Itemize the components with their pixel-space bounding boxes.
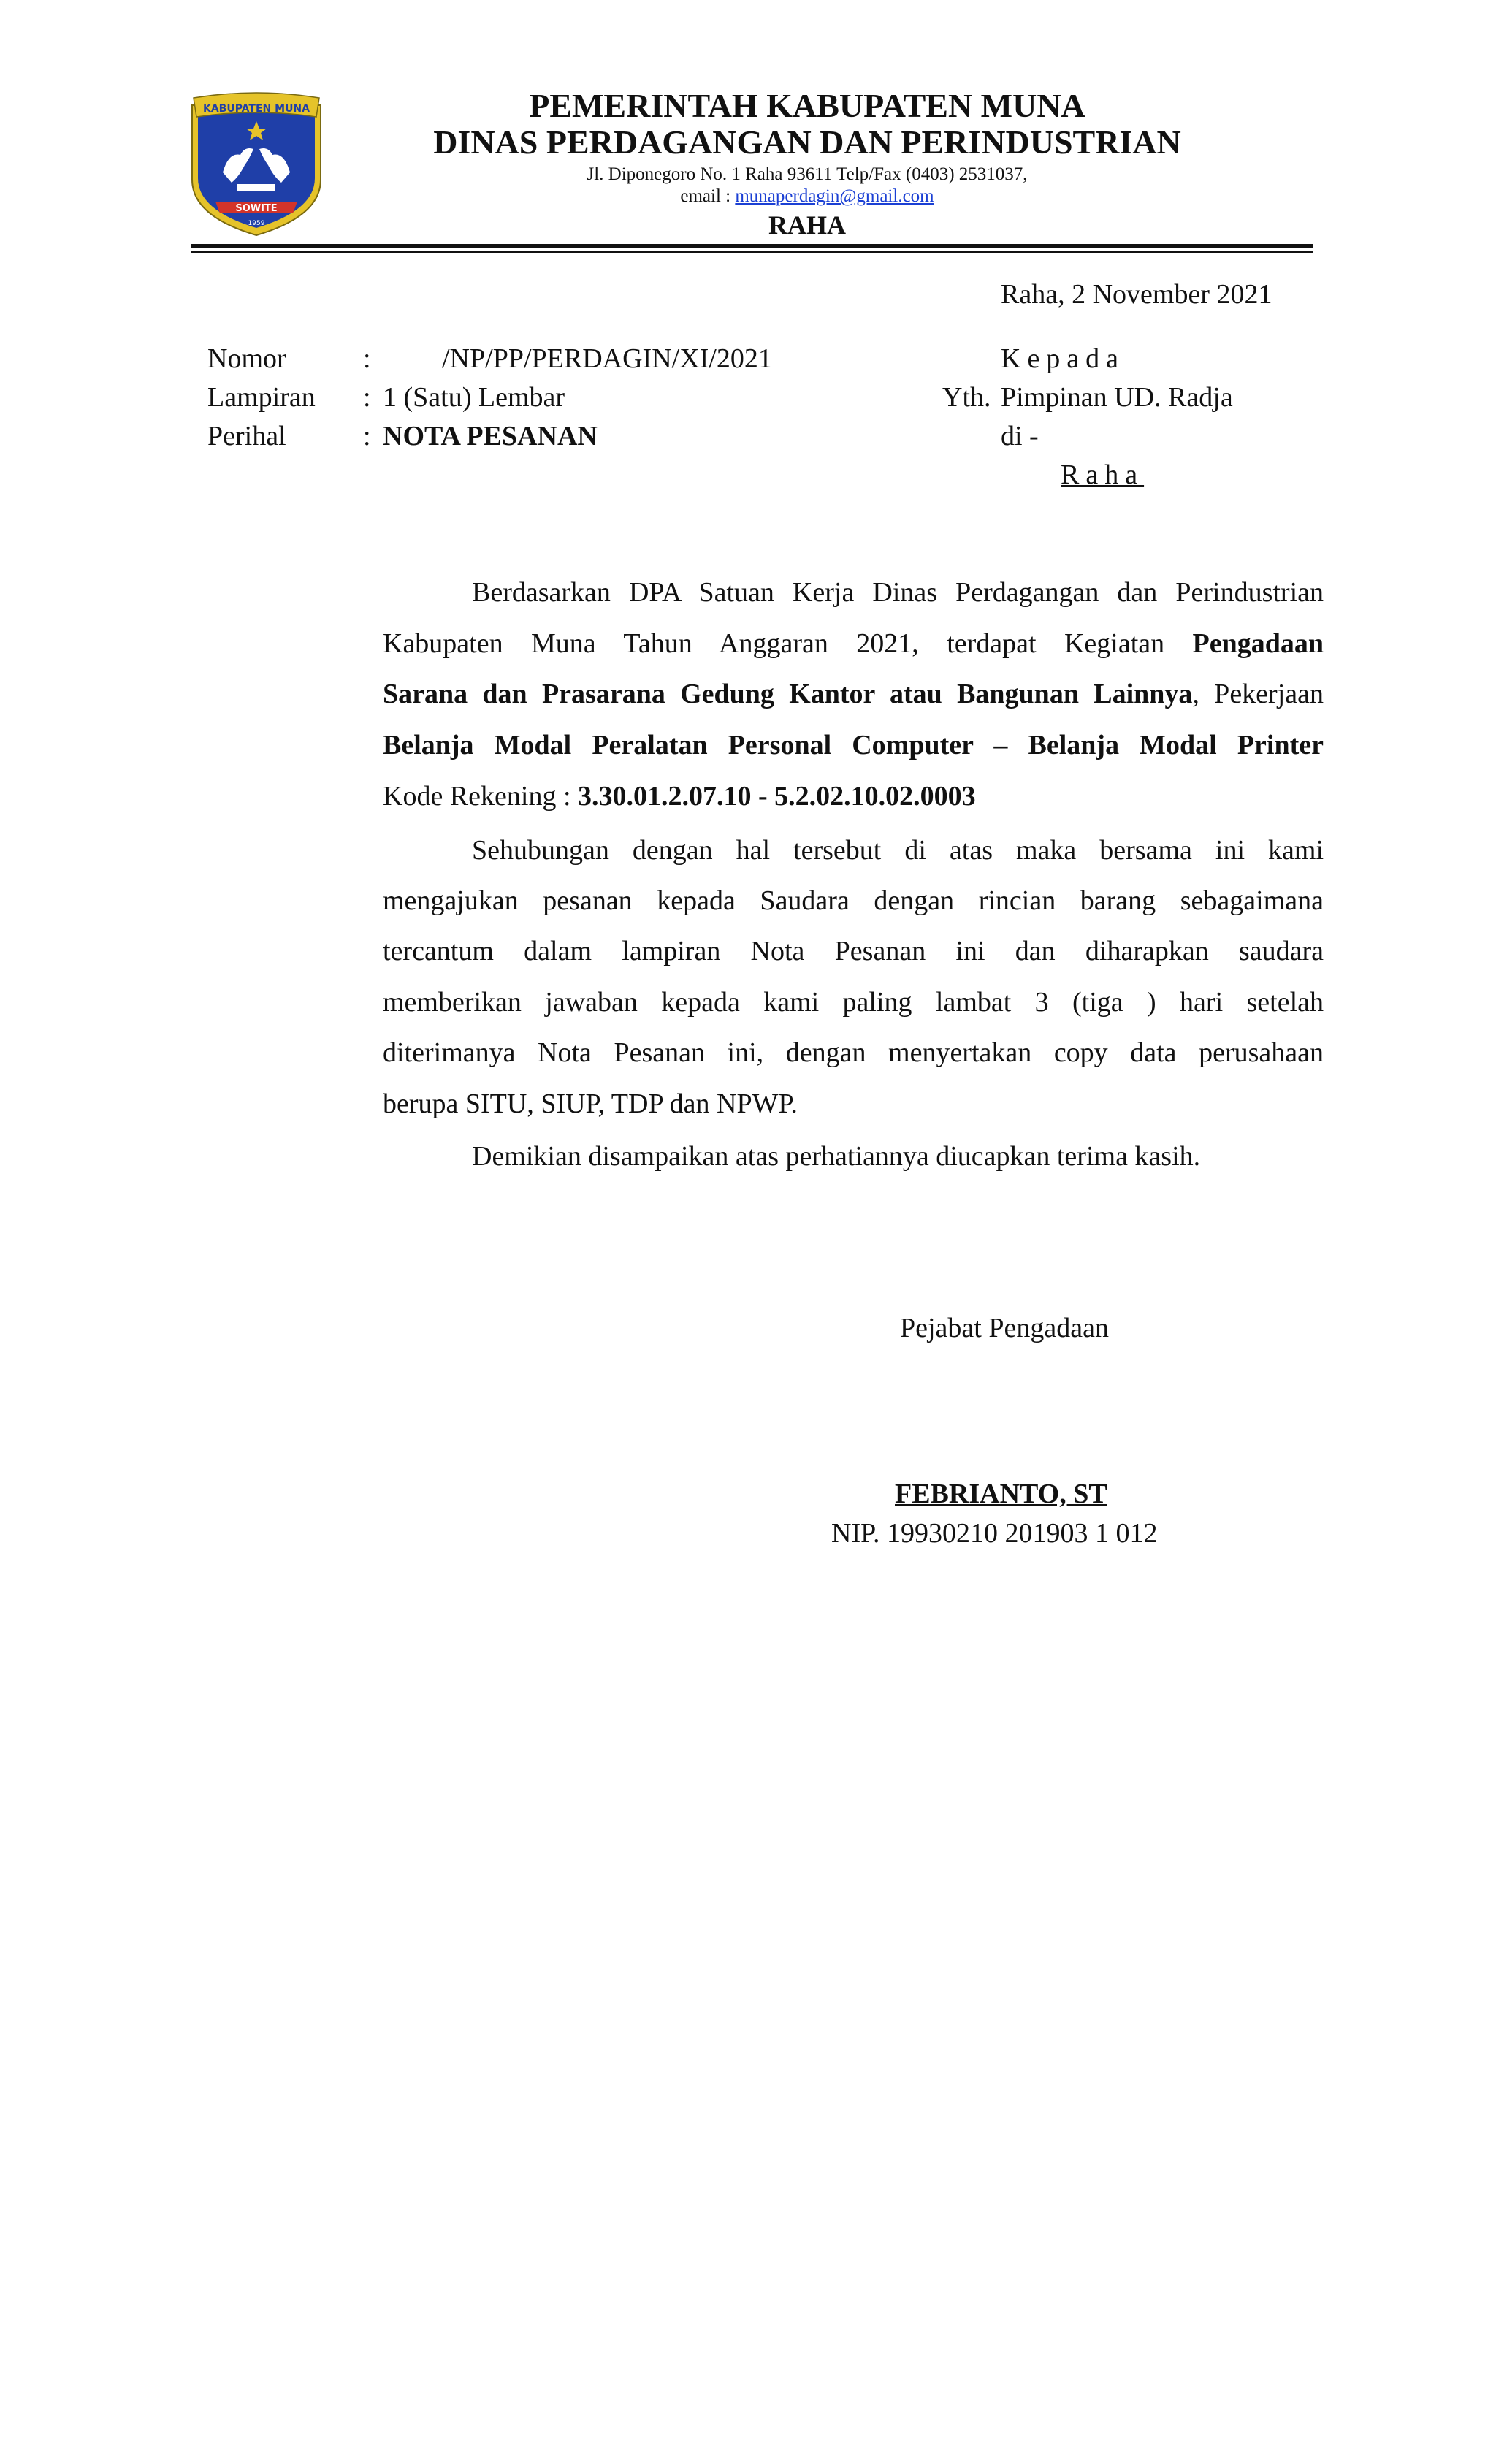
body-p1-line2 [383,630,1324,657]
lampiran-value: 1 (Satu) Lembar [383,382,565,413]
perihal-colon: : [363,421,371,451]
kode-rekening-value: 3.30.01.2.07.10 - 5.2.02.10.02.0003 [578,781,976,812]
perihal-label: Perihal [207,421,286,451]
recipient-kepada: Kepada [1001,343,1126,374]
nomor-colon: : [363,343,371,374]
recipient-di: di - [1001,421,1039,451]
body-p3-closing: Demikian disampaikan atas perhatiannya diucapkan terima kasih. [472,1141,1201,1172]
recipient-name: Pimpinan UD. Radja [1001,382,1233,413]
body-p1-line3-bold: Sarana dan Prasarana Gedung Kantor atau Bangunan Lainnya [383,679,1193,709]
email-link[interactable]: munaperdagin@gmail.com [735,186,934,206]
logo-year-text: 1959 [248,220,265,227]
regency-coat-of-arms-icon [186,92,327,238]
letterhead-divider-thick [191,244,1313,248]
signature-name: FEBRIANTO, ST [895,1479,1107,1509]
signature-title: Pejabat Pengadaan [900,1313,1109,1343]
recipient-city: Raha [1061,459,1145,490]
kode-rekening-label: Kode Rekening : [383,781,579,812]
letterhead-email-line [321,187,1293,205]
body-p1-line1: Berdasarkan DPA Satuan Kerja Dinas Perdagangan dan Perindustrian [472,577,1324,608]
nomor-label: Nomor [207,343,286,374]
email-label: email : [680,186,731,206]
body-p2-line6: berupa SITU, SIUP, TDP dan NPWP. [383,1088,798,1119]
body-p2-line4: memberikan jawaban kepada kami paling lambat 3 (tiga ) hari setelah [383,987,1324,1018]
lampiran-label: Lampiran [207,382,316,413]
body-p1-line5 [383,782,976,810]
body-p2-line3: tercantum dalam lampiran Nota Pesanan ini dan diharapkan saudara [383,936,1324,966]
signature-nip: NIP. 19930210 201903 1 012 [831,1518,1158,1549]
nomor-value: /NP/PP/PERDAGIN/XI/2021 [442,343,772,374]
recipient-yth: Yth. [942,382,991,413]
letter-date: Raha, 2 November 2021 [1001,279,1272,310]
logo-motto-text: SOWITE [235,203,278,214]
body-p1-line2-bold: Pengadaan [1192,628,1324,659]
perihal-value: NOTA PESANAN [383,421,598,451]
lampiran-colon: : [363,382,371,413]
letterhead-divider-thin [191,251,1313,253]
body-p1-line3-text: , Pekerjaan [1192,679,1324,709]
letterhead-address: Jl. Diponegoro No. 1 Raha 93611 Telp/Fax (0403) 2531037, [587,164,1028,184]
body-p2-line2: mengajukan pesanan kepada Saudara dengan rincian barang sebagaimana [383,885,1324,916]
body-p1-line4: Belanja Modal Peralatan Personal Computer – Belanja Modal Printer [383,730,1324,760]
body-p2-line1: Sehubungan dengan hal tersebut di atas maka bersama ini kami [472,835,1324,866]
letterhead-city: RAHA [768,210,846,240]
body-p1-line2-text: Kabupaten Muna Tahun Anggaran 2021, terdapat Kegiatan [383,628,1165,659]
logo-banner-text: KABUPATEN MUNA [202,103,310,115]
letterhead-agency: DINAS PERDAGANGAN DAN PERINDUSTRIAN [433,123,1181,161]
body-p1-line3 [383,680,1324,708]
letterhead-government: PEMERINTAH KABUPATEN MUNA [529,87,1085,124]
body-p2-line5: diterimanya Nota Pesanan ini, dengan menyertakan copy data perusahaan [383,1037,1324,1068]
